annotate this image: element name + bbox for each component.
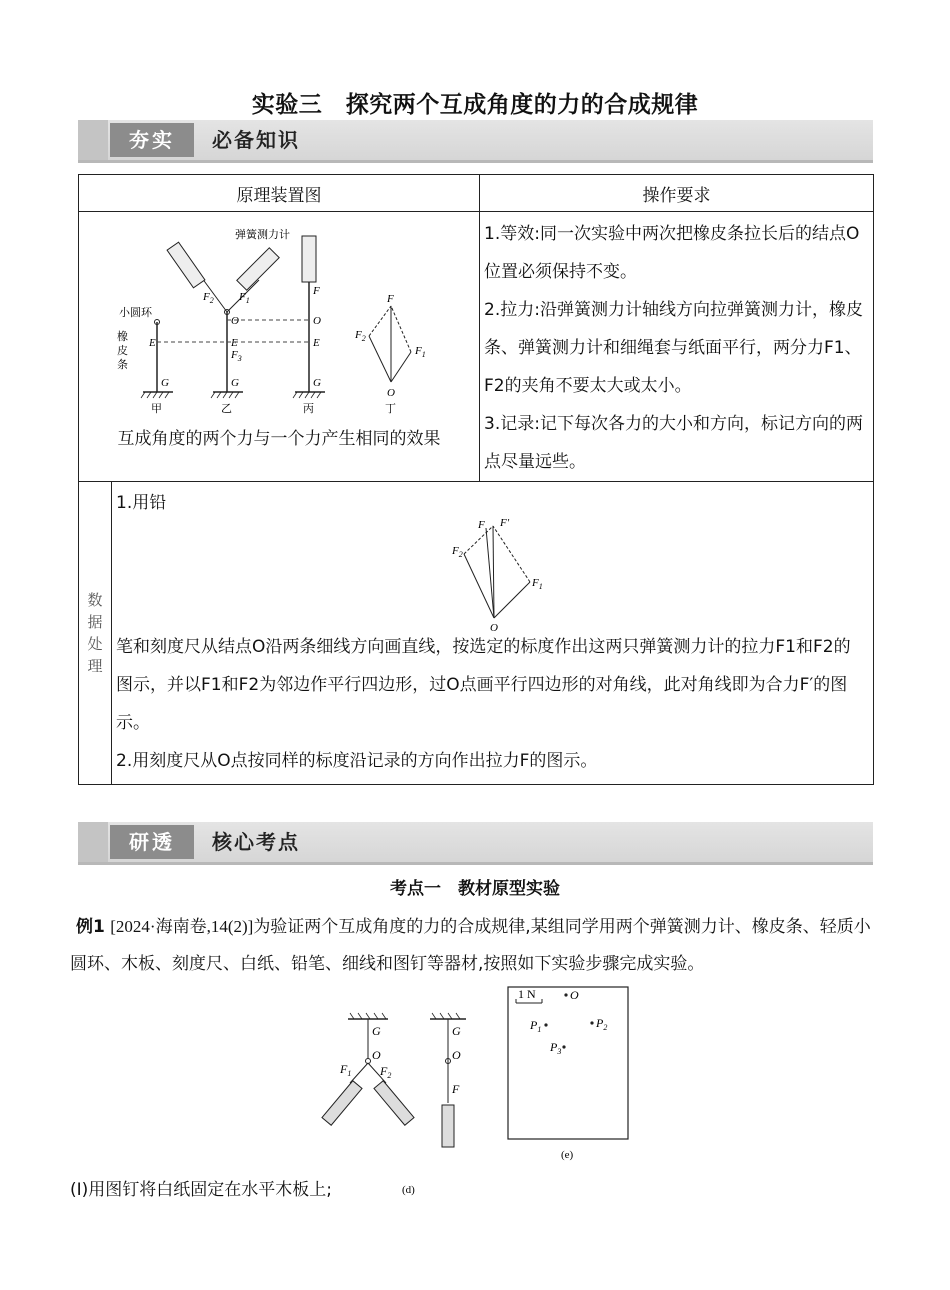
figure-e — [506, 985, 636, 1195]
svg-text:橡: 橡 — [117, 330, 128, 343]
svg-text:P1: $P_1$ — [530, 1018, 542, 1034]
figure-d-caption: (d) — [402, 1184, 415, 1196]
svg-text:G: G — [161, 377, 169, 389]
svg-text:O: O — [372, 1048, 381, 1062]
knowledge-table — [78, 174, 874, 785]
svg-text:G: G — [372, 1024, 381, 1038]
svg-text:E: E — [313, 337, 320, 349]
svg-text:G: G — [452, 1024, 461, 1038]
svg-text:F2: $F_2$ — [355, 329, 366, 343]
op-equivalent: 1.等效:同一次实验中两次把橡皮条拉长后的结点O位置必须保持不变。 — [484, 224, 860, 282]
svg-text:O: O — [387, 387, 395, 399]
label-yi: 乙 — [221, 402, 232, 415]
label-jia: 甲 — [151, 402, 162, 415]
col-header-principle: 原理装置图 — [79, 175, 480, 212]
svg-text:F2: $F_2$ — [452, 545, 463, 559]
label-ring: 小圆环 — [119, 306, 152, 319]
step-1: (Ⅰ)用图钉将白纸固定在水平木板上; — [70, 1180, 333, 1200]
banner-tag: 研透 — [110, 825, 194, 859]
svg-text:G: G — [313, 377, 321, 389]
svg-text:F1: $F_1$ — [532, 577, 543, 591]
col-header-operation: 操作要求 — [480, 175, 874, 212]
data-step1-body: 笔和刻度尺从结点O沿两条细线方向画直线，按选定的标度作出这两只弹簧测力计的拉力F1和F2的图示，并以F1和F2为邻边作平行四边形，过O点画平行四边形的对角线，此对角线即为合力F′的图示。 — [116, 637, 851, 733]
principle-figure-cell — [79, 212, 480, 482]
figure-d — [340, 1013, 520, 1223]
svg-text:F1: $F_1$ — [239, 291, 250, 305]
banner-label: 核心考点 — [212, 830, 300, 854]
parallelogram-figure — [444, 514, 564, 634]
svg-text:F3: $F_3$ — [231, 349, 242, 363]
page-title: 实验三 探究两个互成角度的力的合成规律 — [251, 92, 699, 118]
svg-text:F: F — [478, 519, 485, 531]
svg-text:F′: F′ — [500, 517, 510, 529]
data-processing-label: 数据处理 — [79, 482, 112, 785]
svg-text:P3: $P_3$ — [550, 1040, 562, 1056]
example-source: [2024·海南卷,14(2)] — [110, 917, 254, 936]
svg-text:G: G — [231, 377, 239, 389]
banner-label: 必备知识 — [212, 128, 300, 152]
section-heading: 考点一 教材原型实验 — [390, 879, 560, 899]
figure-caption: 互成角度的两个力与一个力产生相同的效果 — [117, 429, 441, 449]
figure-e-scale: 1 N — [518, 987, 536, 1001]
svg-text:F2: $F_2$ — [380, 1064, 392, 1080]
svg-text:P2: $P_2$ — [596, 1016, 608, 1032]
svg-text:F2: $F_2$ — [203, 291, 214, 305]
svg-text:O: O — [570, 988, 579, 1002]
section-banner-core — [78, 822, 873, 865]
label-ding: 丁 — [385, 402, 396, 415]
op-pull: 2.拉力:沿弹簧测力计轴线方向拉弹簧测力计，橡皮条、弹簧测力计和细绳套与纸面平行，两分力F1、F2的夹角不要太大或太小。 — [484, 300, 863, 396]
svg-text:E: E — [149, 337, 156, 349]
svg-text:E: E — [231, 337, 238, 349]
svg-text:条: 条 — [117, 358, 128, 371]
example-label: 例1 — [76, 917, 105, 937]
svg-text:F1: $F_1$ — [340, 1062, 352, 1078]
svg-text:O: O — [231, 315, 239, 327]
data-step1-head: 1.用铅 — [116, 493, 167, 513]
example-paragraph — [70, 908, 880, 983]
op-record: 3.记录:记下每次各力的大小和方向，标记方向的两点尽量远些。 — [484, 414, 863, 472]
banner-tag: 夯实 — [110, 123, 194, 157]
svg-text:O: O — [490, 622, 498, 634]
svg-text:O: O — [452, 1048, 461, 1062]
svg-text:O: O — [313, 315, 321, 327]
section-banner-knowledge — [78, 120, 873, 163]
label-spring-scale: 弹簧测力计 — [235, 228, 290, 241]
label-bing: 丙 — [303, 402, 314, 415]
figure-e-caption: (e) — [561, 1149, 574, 1161]
svg-text:F1: $F_1$ — [415, 345, 426, 359]
svg-text:F: F — [452, 1082, 460, 1096]
svg-text:皮: 皮 — [117, 344, 128, 357]
data-step2: 2.用刻度尺从O点按同样的标度沿记录的方向作出拉力F的图示。 — [116, 751, 598, 771]
operation-requirements — [480, 212, 874, 482]
svg-text:F: F — [387, 293, 394, 305]
principle-apparatus-figure — [119, 222, 519, 422]
svg-text:F: F — [313, 285, 320, 297]
example-text: 为验证两个互成角度的力的合成规律,某组同学用两个弹簧测力计、橡皮条、轻质小圆环、木板、刻度尺、白纸、铅笔、细线和图钉等器材,按照如下实验步骤完成实验。 — [70, 917, 871, 974]
data-processing-content — [112, 482, 874, 785]
